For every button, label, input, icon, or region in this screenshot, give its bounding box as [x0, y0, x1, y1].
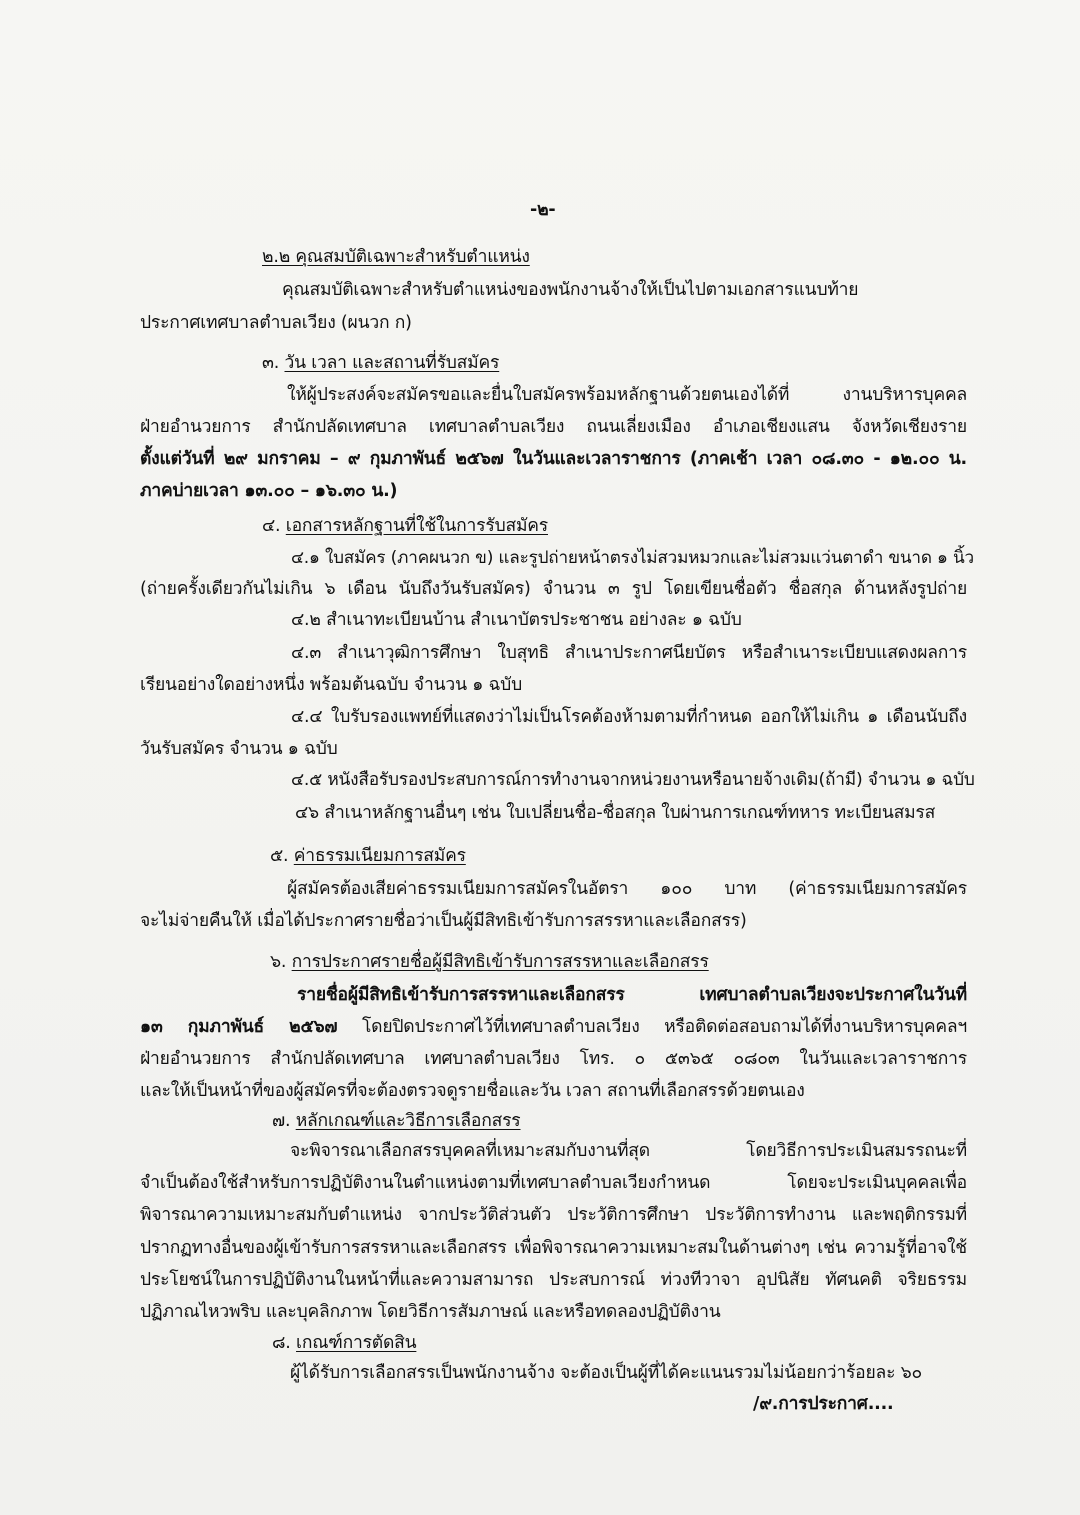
section-4-6: ๔๖ สำเนาหลักฐานอื่นๆ เช่น ใบเปลี่ยนชื่อ-ชื่อสกุล ใบผ่านการเกณฑ์ทหาร ทะเบียนสมรส [295, 803, 936, 823]
section-3-heading [262, 350, 499, 376]
section-5-title: ค่าธรรมเนียมการสมัคร [293, 846, 466, 866]
section-7-line-2: จำเป็นต้องใช้สำหรับการปฏิบัติงานในตำแหน่งตามที่เทศบาลตำบลเวียงกำหนด โดยจะประเมินบุคคลเพื่อ [140, 1173, 967, 1193]
section-4-4-line-1: ๔.๔ ใบรับรองแพทย์ที่แสดงว่าไม่เป็นโรคต้องห้ามตามที่กำหนด ออกให้ไม่เกิน ๑ เดือนนับถึง [291, 707, 967, 727]
section-7-line-6: ปฏิภาณไหวพริบ และบุคลิกภาพ โดยวิธีการสัมภาษณ์ และหรือทดลองปฏิบัติงาน [140, 1302, 721, 1322]
section-4-title: เอกสารหลักฐานที่ใช้ในการรับสมัคร [285, 516, 548, 536]
section-5-line-2: จะไม่จ่ายคืนให้ เมื่อได้ประกาศรายชื่อว่าเป็นผู้มีสิทธิเข้ารับการสรรหาและเลือกสรร) [140, 911, 747, 931]
section-3-line-3: ตั้งแต่วันที่ ๒๙ มกราคม – ๙ กุมภาพันธ์ ๒๕๖๗ ในวันและเวลาราชการ (ภาคเช้า เวลา ๐๘.๓๐ - ๑๒.๐๐ น. [140, 449, 967, 469]
section-8-line-1: ผู้ได้รับการเลือกสรรเป็นพนักงานจ้าง จะต้องเป็นผู้ที่ได้คะแนนรวมไม่น้อยกว่าร้อยละ ๖๐ [290, 1363, 923, 1383]
section-3-line-4: ภาคบ่ายเวลา ๑๓.๐๐ – ๑๖.๓๐ น.) [140, 481, 398, 501]
section-6-line-3: ฝ่ายอำนวยการ สำนักปลัดเทศบาล เทศบาลตำบลเวียง โทร. ๐ ๕๓๖๕ ๐๘๐๓ ในวันและเวลาราชการ [140, 1049, 967, 1069]
section-6-heading [270, 949, 709, 975]
section-5-number: ๕. [270, 846, 294, 866]
section-6-number: ๖. [270, 952, 292, 972]
section-2-2-line-1: คุณสมบัติเฉพาะสำหรับตำแหน่งของพนักงานจ้างให้เป็นไปตามเอกสารแนบท้าย [282, 280, 859, 300]
section-3-line-1: ให้ผู้ประสงค์จะสมัครขอและยื่นใบสมัครพร้อมหลักฐานด้วยตนเองได้ที่ งานบริหารบุคคล [287, 385, 967, 405]
section-6-title: การประกาศรายชื่อผู้มีสิทธิเข้ารับการสรรหาและเลือกสรร [291, 952, 709, 972]
section-7-line-3: พิจารณาความเหมาะสมกับตำแหน่ง จากประวัติส่วนตัว ประวัติการศึกษา ประวัติการทำงาน และพฤติกรรมที่ [140, 1205, 967, 1225]
section-7-line-5: ประโยชน์ในการปฏิบัติงานในหน้าที่และความสามารถ ประสบการณ์ ท่วงทีวาจา อุปนิสัย ทัศนคติ จริยธรรม [140, 1270, 967, 1290]
section-7-title: หลักเกณฑ์และวิธีการเลือกสรร [295, 1111, 521, 1131]
section-6-line-2-text: โดยปิดประกาศไว้ที่เทศบาลตำบลเวียง หรือติดต่อสอบถามได้ที่งานบริหารบุคคลฯ [337, 1017, 968, 1037]
section-8-heading [272, 1330, 416, 1356]
section-6-line-4: และให้เป็นหน้าที่ของผู้สมัครที่จะต้องตรวจดูรายชื่อและวัน เวลา สถานที่เลือกสรรด้วยตนเอง [140, 1081, 805, 1101]
section-3-line-2: ฝ่ายอำนวยการ สำนักปลัดเทศบาล เทศบาลตำบลเวียง ถนนเลี่ยงเมือง อำเภอเชียงแสน จังหวัดเชียงราย [140, 417, 967, 437]
section-6-line-2 [140, 1014, 967, 1040]
section-7-heading [272, 1108, 521, 1134]
section-4-3-line-1: ๔.๓ สำเนาวุฒิการศึกษา ใบสุทธิ สำเนาประกาศนียบัตร หรือสำเนาระเบียบแสดงผลการ [291, 643, 967, 663]
section-7-line-4: ปรากฏทางอื่นของผู้เข้ารับการสรรหาและเลือกสรร เพื่อพิจารณาความเหมาะสมในด้านต่างๆ เช่น ความรู้ที่อาจใช้ [140, 1238, 967, 1258]
section-2-2-heading: ๒.๒ คุณสมบัติเฉพาะสำหรับตำแหน่ง [262, 247, 530, 267]
section-4-1-line-2: (ถ่ายครั้งเดียวกันไม่เกิน ๖ เดือน นับถึงวันรับสมัคร) จำนวน ๓ รูป โดยเขียนชื่อตัว ชื่อสกุล ด้านหลังรูปถ่าย [140, 579, 967, 599]
section-7-number: ๗. [272, 1111, 296, 1131]
section-4-heading [262, 513, 548, 539]
section-3-number: ๓. [262, 353, 285, 373]
section-7-line-1: จะพิจารณาเลือกสรรบุคคลที่เหมาะสมกับงานที่สุด โดยวิธีการประเมินสมรรถนะที่ [290, 1141, 967, 1161]
page-number: -๒- [530, 200, 556, 220]
section-8-title: เกณฑ์การตัดสิน [296, 1333, 417, 1353]
section-5-line-1: ผู้สมัครต้องเสียค่าธรรมเนียมการสมัครในอัตรา ๑๐๐ บาท (ค่าธรรมเนียมการสมัคร [287, 879, 967, 899]
section-4-5: ๔.๕ หนังสือรับรองประสบการณ์การทำงานจากหน่วยงานหรือนายจ้างเดิม(ถ้ามี) จำนวน ๑ ฉบับ [291, 770, 975, 790]
section-4-4-line-2: วันรับสมัคร จำนวน ๑ ฉบับ [140, 739, 338, 759]
section-5-heading [270, 843, 466, 869]
section-6-line-1: รายชื่อผู้มีสิทธิเข้ารับการสรรหาและเลือกสรร เทศบาลตำบลเวียงจะประกาศในวันที่ [297, 985, 967, 1005]
announcement-date: ๑๓ กุมภาพันธ์ ๒๕๖๗ [140, 1017, 338, 1037]
section-4-number: ๔. [262, 516, 286, 536]
section-4-2: ๔.๒ สำเนาทะเบียนบ้าน สำเนาบัตรประชาชน อย่างละ ๑ ฉบับ [291, 610, 742, 630]
section-2-2-line-2: ประกาศเทศบาลตำบลเวียง (ผนวก ก) [140, 313, 412, 333]
next-page-reference: /๙.การประกาศ.... [753, 1394, 894, 1414]
section-3-title: วัน เวลา และสถานที่รับสมัคร [284, 353, 500, 373]
section-4-1-line-1: ๔.๑ ใบสมัคร (ภาคผนวก ข) และรูปถ่ายหน้าตรงไม่สวมหมวกและไม่สวมแว่นตาดำ ขนาด ๑ นิ้ว [291, 548, 974, 568]
section-4-3-line-2: เรียนอย่างใดอย่างหนึ่ง พร้อมต้นฉบับ จำนวน ๑ ฉบับ [140, 675, 522, 695]
section-8-number: ๘. [272, 1333, 297, 1353]
